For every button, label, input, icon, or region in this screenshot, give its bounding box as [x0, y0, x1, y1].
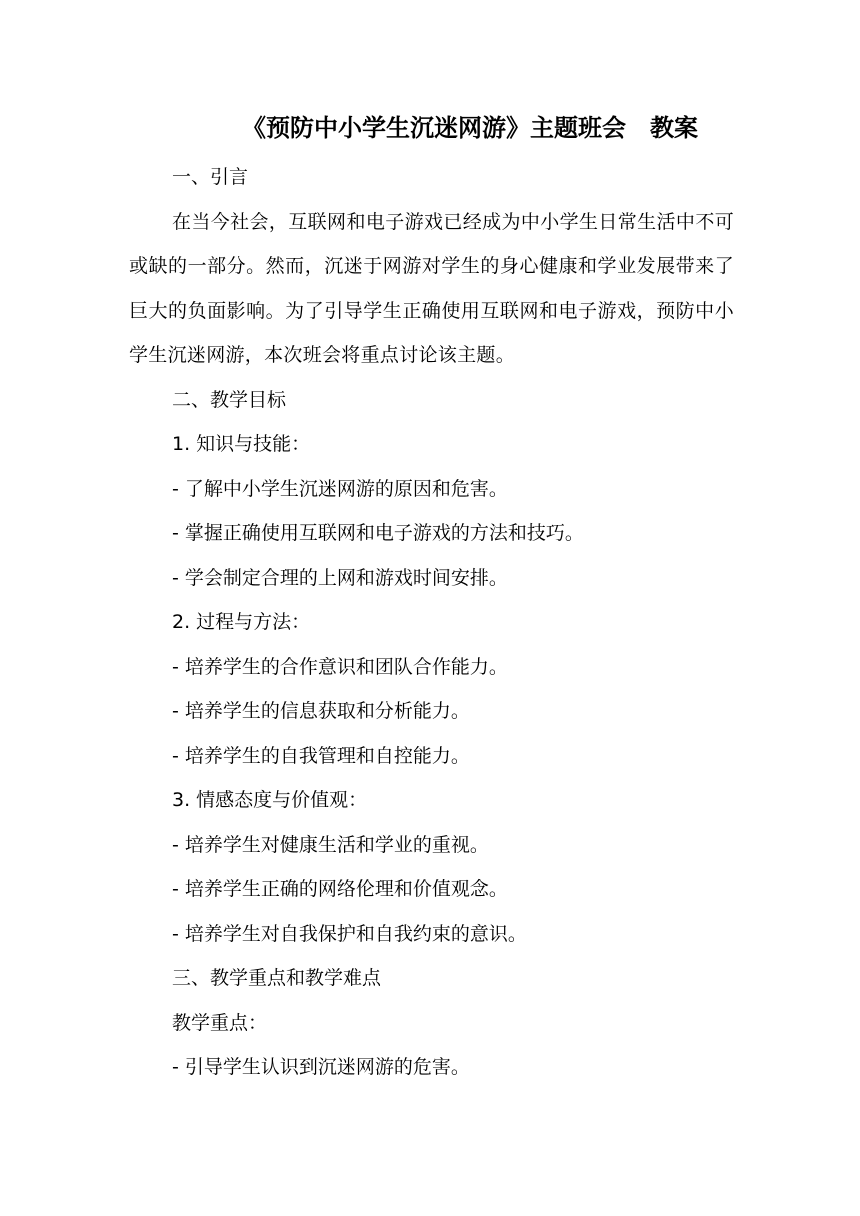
- list-item: - 培养学生的信息获取和分析能力。: [172, 700, 470, 722]
- list-item: - 培养学生的自我管理和自控能力。: [172, 744, 470, 767]
- list-item: - 培养学生对健康生活和学业的重视。: [172, 833, 489, 856]
- list-item: - 培养学生对自我保护和自我约束的意识。: [172, 922, 527, 945]
- list-item: - 培养学生正确的网络伦理和价值观念。: [172, 878, 508, 900]
- list-item: - 掌握正确使用互联网和电子游戏的方法和技巧。: [172, 522, 584, 544]
- intro-paragraph: 在当今社会，互联网和电子游戏已经成为中小学生日常生活中不可或缺的一部分。然而，沉迷于网游对学生的身心健康和学业发展带来了巨大的负面影响。为了引导学生正确使用互联网和电子游戏，预防中小学生沉迷网游，本次班会将重点讨论该主题。: [129, 210, 734, 366]
- list-item: - 引导学生认识到沉迷网游的危害。: [172, 1056, 470, 1078]
- goal-heading-values: 3. 情感态度与价值观：: [172, 789, 368, 811]
- section-heading-goals: 二、教学目标: [172, 388, 287, 411]
- section-heading-key-points: 三、教学重点和教学难点: [172, 967, 382, 989]
- list-item: - 培养学生的合作意识和团队合作能力。: [172, 655, 508, 678]
- list-item: - 学会制定合理的上网和游戏时间安排。: [172, 566, 508, 589]
- goal-heading-process: 2. 过程与方法：: [172, 611, 311, 633]
- document-title: 《预防中小学生沉迷网游》主题班会 教案: [242, 114, 698, 142]
- document-body: [129, 155, 734, 1090]
- section-heading-intro: 一、引言: [172, 166, 249, 188]
- list-item: - 了解中小学生沉迷网游的原因和危害。: [172, 477, 508, 500]
- key-points-subheading: 教学重点：: [172, 1011, 268, 1034]
- goal-heading-knowledge: 1. 知识与技能：: [172, 433, 311, 455]
